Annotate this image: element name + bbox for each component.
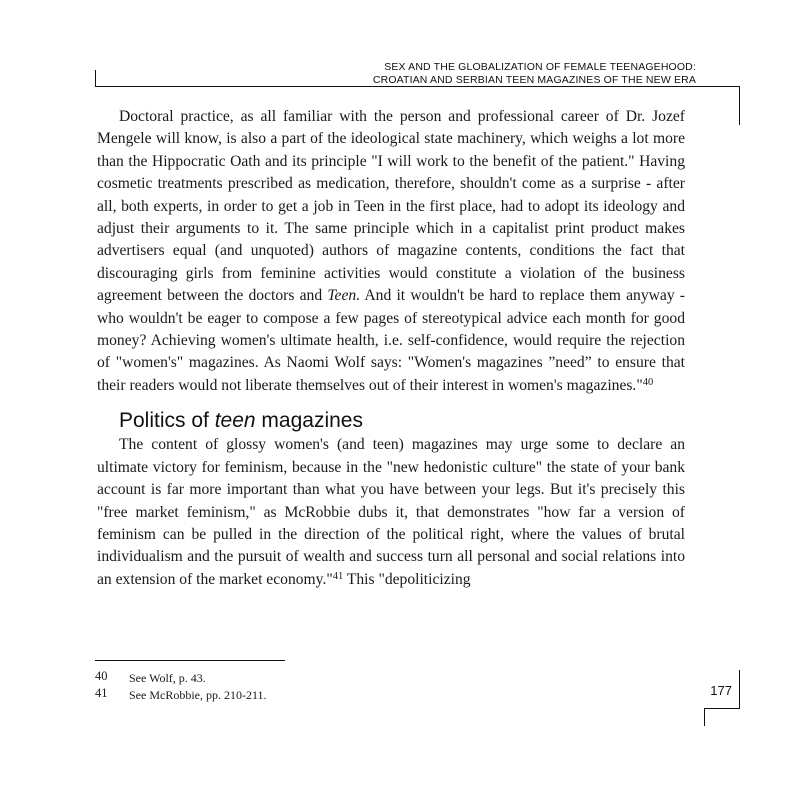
paragraph-2-text-a: The content of glossy women's (and teen) magazines may urge some to declare an ultimate victory for feminism, because in the "new hedonistic culture" the state of your bank account is far more important than what you have between your legs. But it's precisely this "free market feminism," as McRobbie dubs it, that demonstrates "how far a version of feminism can be pulled in the direction of the political right, where the values of brutal individualism and the pursuit of wealth and success turn all personal and social relations into an extension of the market economy." (97, 436, 685, 588)
heading-italic-teen: teen (214, 409, 256, 433)
folio-corner-tick-left (704, 708, 705, 726)
footnote-rule (95, 660, 285, 661)
running-header-line-1: SEX AND THE GLOBALIZATION OF FEMALE TEENAGEHOOD: (384, 61, 696, 73)
footnotes (95, 670, 495, 704)
paragraph-politics (97, 434, 685, 591)
running-header-line-2: CROATIAN AND SERBIAN TEEN MAGAZINES OF THE NEW ERA (372, 74, 696, 86)
folio-rule (704, 708, 740, 709)
footnote (95, 670, 495, 687)
heading-prefix: Politics of (119, 409, 215, 433)
header-rule (95, 86, 740, 87)
page-number: 177 (710, 683, 732, 698)
footnote-text: See Wolf, p. 43. (129, 671, 206, 685)
heading-suffix: magazines (255, 409, 363, 433)
footnote-number: 41 (95, 686, 108, 700)
footnote (95, 687, 495, 704)
footnote-number: 40 (95, 669, 108, 683)
running-header (136, 61, 696, 87)
section-heading (119, 408, 685, 434)
folio-corner-tick-right (739, 670, 740, 708)
italic-teen: Teen. (327, 287, 361, 305)
paragraph-2-text-b: This "depoliticizing (343, 570, 471, 588)
footnote-text: See McRobbie, pp. 210-211. (129, 688, 267, 702)
paragraph-1-text-a: Doctoral practice, as all familiar with the person and professional career of Dr. Jozef Mengele will know, is also a part of the ideological state machinery, which weighs a lot more than the Hippocratic Oath and its principle "I will work to the benefit of the patient." Having cosmetic treatments prescribed as medication, therefore, shouldn't come as a surprise - after all, both experts, in order to get a job in Teen in the first place, had to adopt its ideology and adjust their arguments to it. The same principle which in a capitalist print product makes advertisers equal (and unquoted) authors of magazine contents, conditions the fact that discouraging girls from feminine activities would constitute a violation of the business agreement between the doctors and (97, 108, 685, 305)
paragraph-1-text-b: And it wouldn't be hard to replace them anyway - who wouldn't be eager to compose a few pages of stereotypical advice each month for good money? Achieving women's ultimate health, i.e. self-confidence, would require the rejection of "women's" magazines. As Naomi Wolf says: "Women's magazines ”need” to ensure that their readers would not liberate themselves out of their interest in women's magazines." (97, 287, 685, 394)
footnote-ref-40[interactable]: 40 (642, 376, 654, 388)
paragraph-mengele (97, 106, 685, 397)
header-corner-tick-left (95, 70, 96, 87)
footnote-ref-41[interactable]: 41 (332, 570, 344, 582)
body-text (97, 106, 685, 591)
header-corner-tick-right (739, 87, 740, 125)
